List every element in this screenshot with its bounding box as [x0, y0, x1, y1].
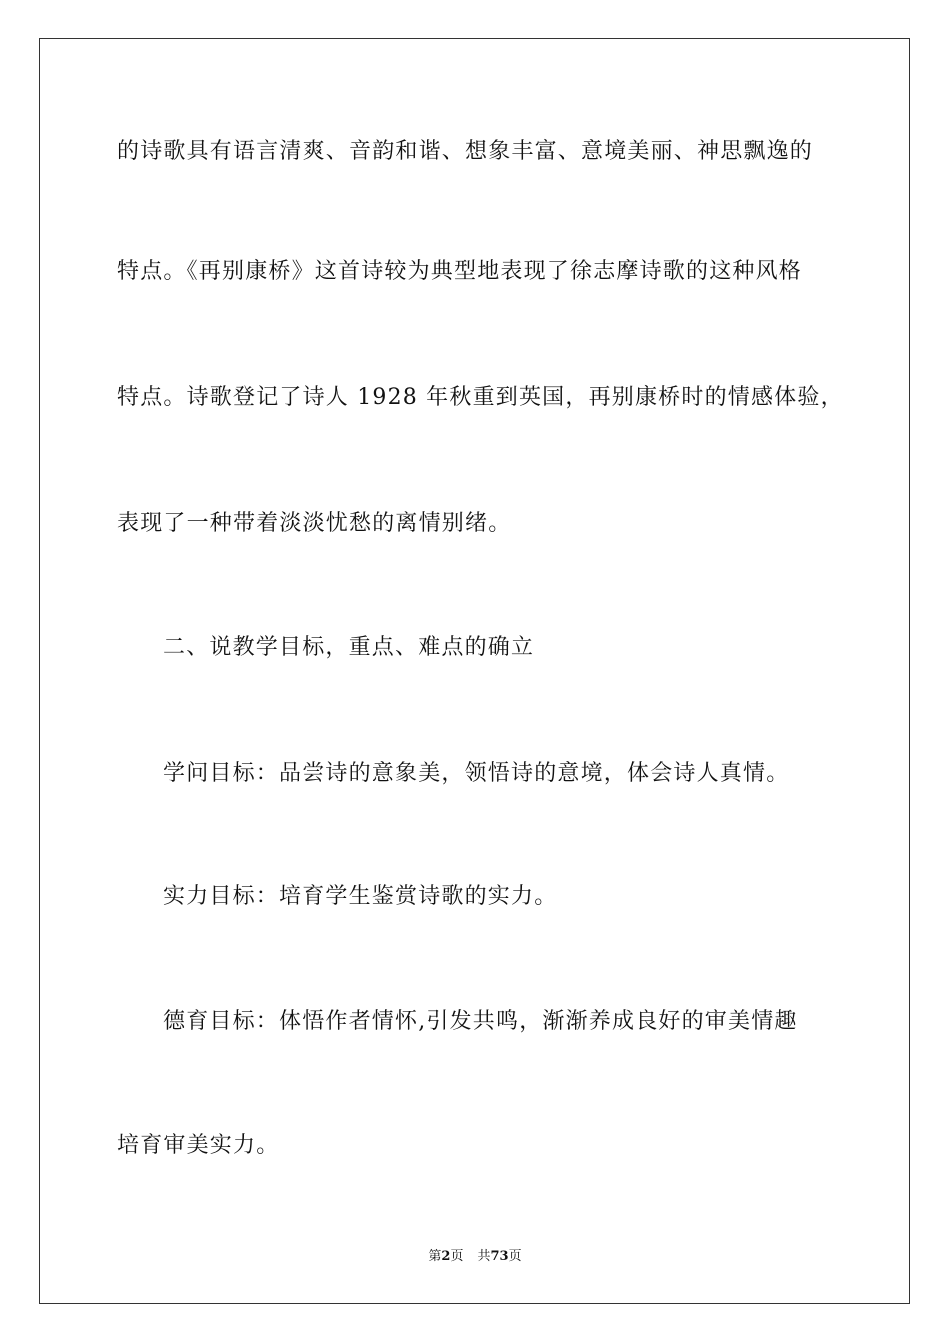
total-prefix: 共 [477, 1249, 491, 1264]
total-suffix: 页 [508, 1249, 522, 1264]
text-line-1: 的诗歌具有语言清爽、音韵和谐、想象丰富、意境美丽、神思飘逸的 [117, 139, 814, 164]
text-line-3: 特点。诗歌登记了诗人 1928 年秋重到英国，再别康桥时的情感体验， [117, 385, 844, 410]
moral-goal: 德育目标：体悟作者情怀,引发共鸣，渐渐养成良好的审美情趣 [163, 1009, 798, 1034]
moral-goal-continuation: 培育审美实力。 [117, 1133, 280, 1158]
section-heading: 二、说教学目标，重点、难点的确立 [163, 635, 535, 660]
text-line-4: 表现了一种带着淡淡忧愁的离情别绪。 [117, 511, 512, 536]
total-pages: 73 [490, 1249, 509, 1264]
page-prefix: 第 [428, 1249, 442, 1264]
page-footer [0, 1248, 950, 1266]
text-line-2: 特点。《再别康桥》这首诗较为典型地表现了徐志摩诗歌的这种风格 [117, 259, 803, 284]
page-suffix: 页 [450, 1249, 464, 1264]
knowledge-goal: 学问目标：品尝诗的意象美，领悟诗的意境，体会诗人真情。 [163, 761, 790, 786]
page-frame [39, 38, 910, 1304]
page-number: 2 [441, 1249, 451, 1264]
ability-goal: 实力目标：培育学生鉴赏诗歌的实力。 [163, 884, 558, 909]
